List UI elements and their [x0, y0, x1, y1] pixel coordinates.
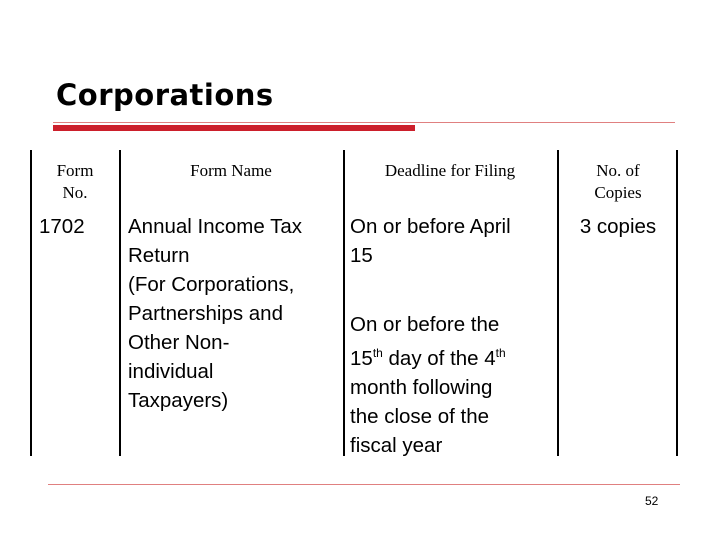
header-copies — [560, 160, 676, 204]
form-name-line: (For Corporations, — [128, 273, 295, 296]
deadline-line: 15 — [350, 244, 373, 267]
column-divider — [343, 150, 345, 456]
ordinal-suffix: th — [495, 346, 506, 360]
deadline-month-text: day of the 4 — [382, 346, 496, 370]
form-name-line: Return — [128, 244, 190, 267]
title-underline-accent — [53, 125, 415, 131]
header-form-name: Form Name — [190, 161, 272, 180]
cell-form-no: 1702 — [39, 215, 85, 238]
cell-form-name — [128, 212, 343, 415]
filing-table — [30, 150, 678, 456]
page-number: 52 — [645, 494, 659, 508]
form-name-line: Other Non- — [128, 331, 230, 354]
column-divider — [119, 150, 121, 456]
ordinal-suffix: th — [372, 346, 383, 360]
table-border-right — [676, 150, 678, 456]
header-copies-line1: No. of — [596, 161, 640, 180]
cell-deadline-fiscal — [350, 310, 557, 460]
deadline-line: fiscal year — [350, 433, 443, 457]
deadline-line — [350, 339, 557, 373]
deadline-day-number: 15 — [350, 346, 373, 370]
header-form-no-line2: No. — [62, 183, 88, 202]
header-copies-line2: Copies — [594, 183, 642, 202]
footer-rule — [48, 484, 680, 485]
deadline-line: the close of the — [350, 404, 490, 428]
slide-title: Corporations — [56, 78, 274, 112]
header-form-no-line1: Form — [56, 161, 94, 180]
column-divider — [557, 150, 559, 456]
deadline-line: On or before the — [350, 313, 500, 336]
form-name-line: Partnerships and — [128, 302, 283, 325]
form-name-line: Taxpayers) — [128, 389, 229, 412]
deadline-line: month following — [350, 375, 493, 399]
cell-copies: 3 copies — [579, 215, 657, 238]
deadline-line: On or before April — [350, 215, 511, 238]
form-name-line: Annual Income Tax — [128, 215, 302, 238]
header-form-no — [32, 160, 118, 204]
cell-deadline-primary — [350, 212, 557, 270]
header-deadline: Deadline for Filing — [384, 161, 516, 180]
title-underline-thin — [53, 122, 675, 123]
form-name-line: individual — [128, 360, 214, 383]
